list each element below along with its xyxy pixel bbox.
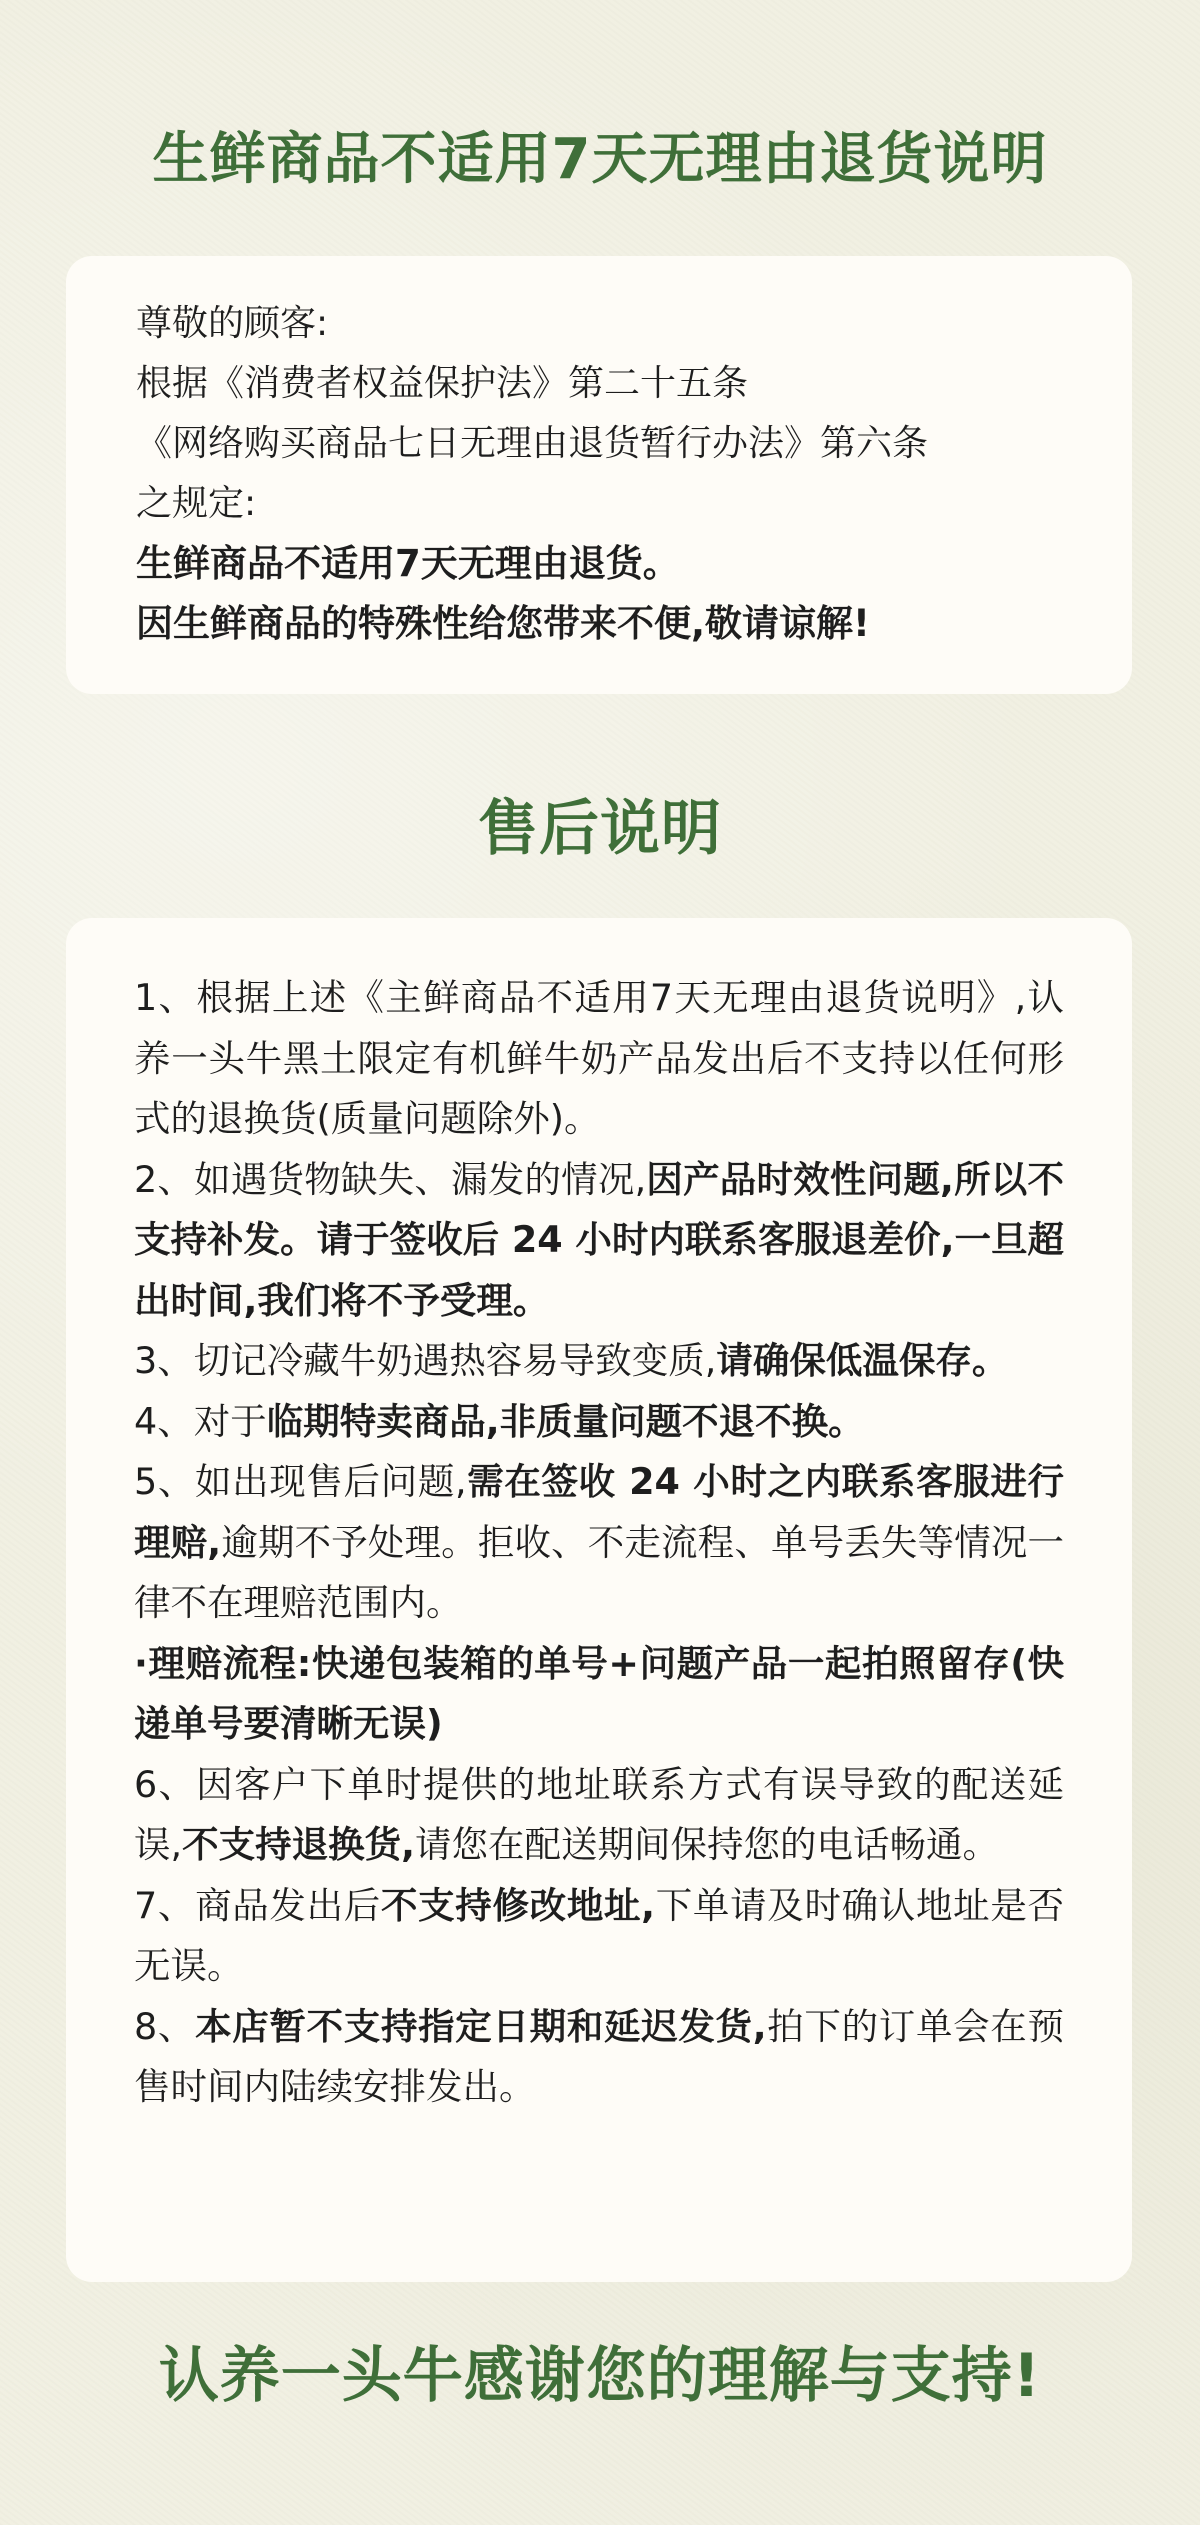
after-sales-item-1 bbox=[134, 968, 1064, 1150]
item-2-text: 2、如遇货物缺失、漏发的情况, bbox=[134, 1157, 647, 1201]
greeting-text: 尊敬的顾客: bbox=[136, 303, 329, 344]
item-6-text-2: 请您在配送期间保持您的电话畅通。 bbox=[414, 1823, 999, 1866]
item-6-bold-text: 不支持退换货, bbox=[182, 1823, 415, 1866]
item-3-text: 3、切记冷藏牛奶遇热容易导致变质, bbox=[134, 1339, 717, 1382]
item-3-bold-text: 请确保低温保存。 bbox=[716, 1339, 1009, 1382]
after-sales-item-2 bbox=[134, 1150, 1064, 1332]
item-8-text: 8、 bbox=[134, 2004, 196, 2048]
item-7-text-2: 下单请及时确认地址是否无误。 bbox=[134, 1883, 1064, 1987]
item-7-bold-text: 不支持修改地址, bbox=[380, 1883, 656, 1927]
after-sales-item-8 bbox=[134, 1997, 1064, 2118]
page-title: 生鲜商品不适用7天无理由退货说明 bbox=[152, 127, 1048, 192]
item-4-text: 4、对于 bbox=[134, 1399, 267, 1443]
law-reference-line-1: 根据《消费者权益保护法》第二十五条 bbox=[136, 363, 749, 404]
item-4-bold-text: 临期特卖商品,非质量问题不退不换。 bbox=[266, 1399, 865, 1443]
policy-statement: 生鲜商品不适用7天无理由退货。 bbox=[136, 542, 680, 585]
thank-you-slogan: 认养一头牛感谢您的理解与支持! bbox=[158, 2341, 1042, 2411]
item-8-text-2: 拍下的订单会在预售时间内陆续安排发出。 bbox=[134, 2004, 1064, 2108]
after-sales-card bbox=[66, 918, 1132, 2282]
claim-process-note: ·理赔流程:快递包装箱的单号+问题产品一起拍照留存(快递单号要清晰无误) bbox=[134, 1641, 1064, 1745]
item-7-text: 7、商品发出后 bbox=[134, 1883, 381, 1927]
after-sales-item-6 bbox=[134, 1755, 1064, 1876]
item-5-bold-text: 需在签收 24 小时之内联系客服进行理赔, bbox=[134, 1460, 1064, 1564]
item-6-text: 6、因客户下单时提供的地址联系方式有误导致的配送延误, bbox=[134, 1762, 1064, 1866]
item-5-text: 5、如出现售后问题, bbox=[134, 1460, 467, 1503]
after-sales-item-4 bbox=[134, 1392, 1064, 1453]
return-policy-notice-card bbox=[66, 256, 1132, 694]
after-sales-item-5 bbox=[134, 1452, 1064, 1634]
law-reference-line-2: 《网络购买商品七日无理由退货暂行办法》第六条 bbox=[136, 423, 929, 464]
after-sales-item-7 bbox=[134, 1876, 1064, 1997]
law-reference-line-3: 之规定: bbox=[136, 483, 257, 524]
item-1-text: 1、根据上述《主鲜商品不适用7天无理由退货说明》,认养一头牛黑土限定有机鲜牛奶产品发出后不支持以任何形式的退换货(质量问题除外)。 bbox=[134, 976, 1064, 1140]
after-sales-item-3 bbox=[134, 1331, 1064, 1392]
apology-statement: 因生鲜商品的特殊性给您带来不便,敬请谅解! bbox=[136, 602, 870, 645]
after-sales-title: 售后说明 bbox=[478, 794, 722, 864]
item-8-bold-text: 本店暂不支持指定日期和延迟发货, bbox=[195, 2004, 767, 2048]
item-2-bold-text: 因产品时效性问题,所以不支持补发。请于签收后 24 小时内联系客服退差价,一旦超出时间,我们将不予受理。 bbox=[134, 1157, 1064, 1322]
item-5-text-2: 逾期不予处理。拒收、不走流程、单号丢失等情况一律不在理赔范围内。 bbox=[134, 1520, 1064, 1624]
